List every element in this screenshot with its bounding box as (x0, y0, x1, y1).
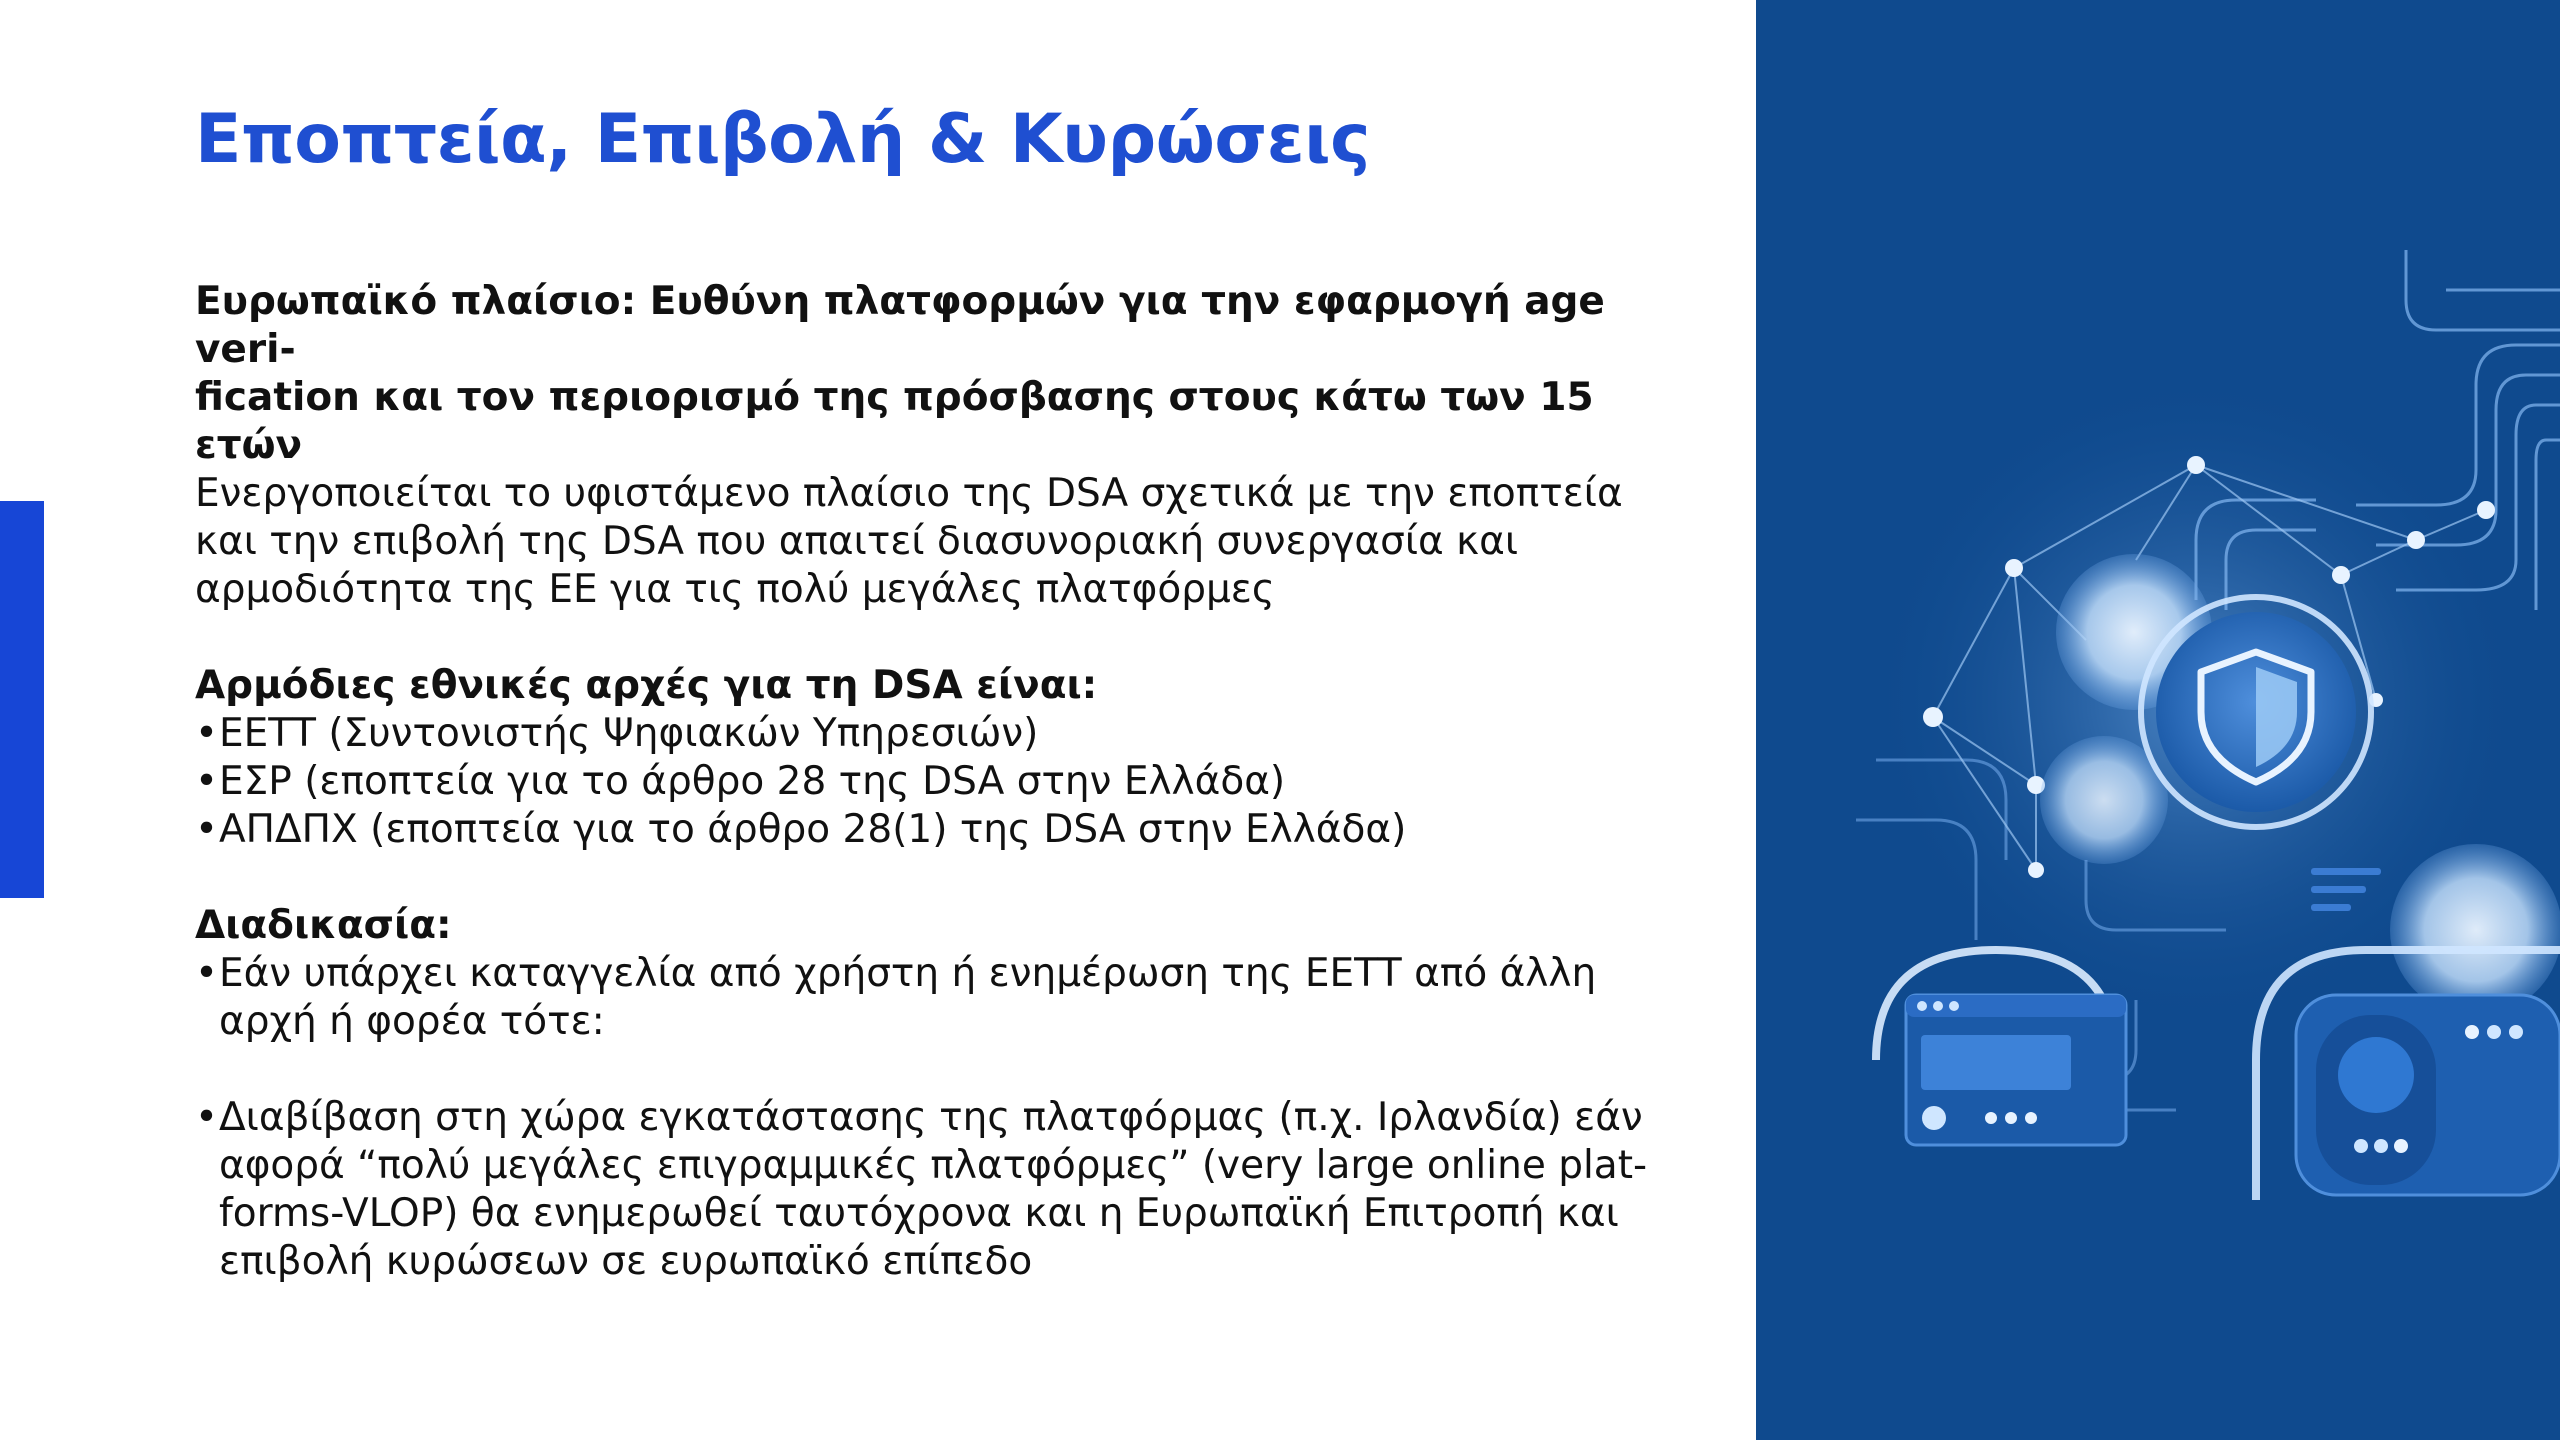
section3-heading: Διαδικασία: (195, 903, 452, 948)
section1-body-line1: Ενεργοποιείται το υφιστάμενο πλαίσιο της DSA σχετικά με την εποπτεία (195, 471, 1623, 516)
accent-bar (0, 501, 44, 898)
section1-body-line2: και την επιβολή της DSA που απαιτεί διασυνοριακή συνεργασία και (195, 519, 1519, 564)
procedure-list-2 (195, 1094, 1665, 1286)
section1-heading-line2: fication και τον περιορισμό της πρόσβασης στους κάτω των 15 ετών (195, 375, 1594, 468)
section1-heading (195, 278, 1665, 470)
list-item: • Διαβίβαση στη χώρα εγκατάστασης της πλατφόρμας (π.χ. Ιρλανδία) εάν αφορά “πολύ μεγάλες επιγραμμικές πλατφόρμες” (very large online plat- forms-VLOP) θα ενημερωθεί ταυτόχρονα και η Ευρωπαϊκή Επιτροπή και επιβολή κυρώσεων σε ευρωπαϊκό επίπεδο (195, 1094, 1665, 1286)
section1-body (195, 470, 1665, 614)
section1-heading-line1: Ευρωπαϊκό πλαίσιο: Ευθύνη πλατφορμών για την εφαρμογή age veri- (195, 279, 1605, 372)
procedure-list (195, 950, 1665, 1046)
list-item: • Εάν υπάρχει καταγγελία από χρήστη ή ενημέρωση της ΕΕΤΤ από άλλη αρχή ή φορέα τότε: (195, 950, 1665, 1046)
content (195, 278, 1665, 1286)
section1-body-line3: αρμοδιότητα της ΕΕ για τις πολύ μεγάλες πλατφόρμες (195, 567, 1275, 612)
network-illustration (1756, 0, 2560, 1440)
illustration-panel (1756, 0, 2560, 1440)
list-item: • ΕΕΤΤ (Συντονιστής Ψηφιακών Υπηρεσιών) (195, 710, 1665, 758)
section2-heading: Αρμόδιες εθνικές αρχές για τη DSA είναι: (195, 663, 1098, 708)
list-item: • ΕΣΡ (εποπτεία για το άρθρο 28 της DSA στην Ελλάδα) (195, 758, 1665, 806)
authorities-list (195, 710, 1665, 854)
list-item: • ΑΠΔΠΧ (εποπτεία για το άρθρο 28(1) της DSA στην Ελλάδα) (195, 806, 1665, 854)
page-title: Εποπτεία, Επιβολή & Κυρώσεις (195, 100, 1370, 179)
